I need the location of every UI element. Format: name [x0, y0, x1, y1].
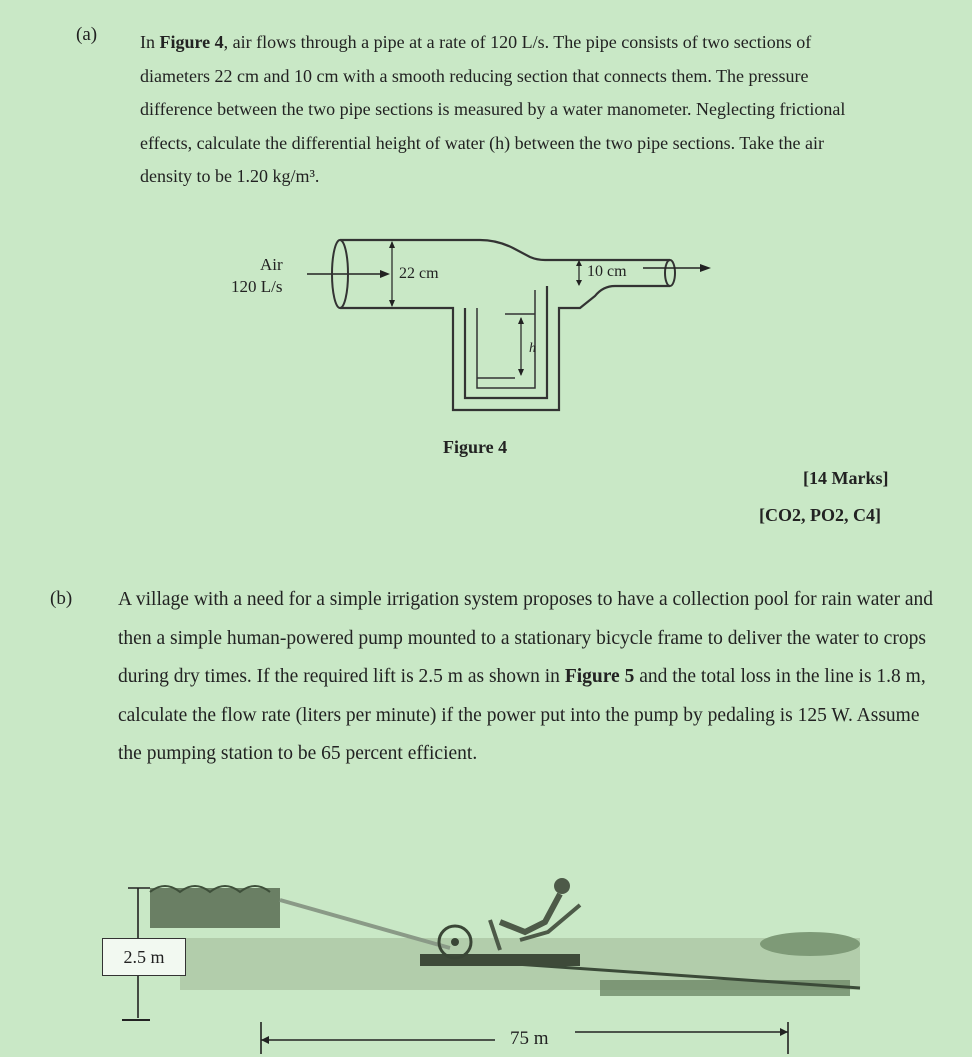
small-diameter-label: 10 cm — [587, 263, 627, 280]
h-arrow-up — [518, 317, 524, 324]
rider-body — [500, 894, 560, 932]
distance-label: 75 m — [510, 1028, 549, 1049]
outlet-cross-section — [665, 260, 675, 286]
figure-4-diagram — [225, 228, 725, 418]
part-b-label: (b) — [50, 588, 73, 609]
pedal-hub — [451, 938, 459, 946]
crop-plot — [150, 888, 280, 928]
outlet-arrowhead — [700, 264, 711, 272]
h-arrow-down — [518, 369, 524, 376]
part-b-text-2: and the total loss in the line is 1.8 m, calculate the flow rate (liters per minute) if the power put into the pump by pedaling is 125 W. Assume the pumping station to be 65 percent efficient. — [118, 666, 926, 764]
figure-4-caption: Figure 4 — [443, 437, 508, 457]
part-a-question — [140, 26, 880, 194]
large-diameter-arrow-up — [389, 241, 395, 248]
crop-bush — [760, 932, 860, 956]
h-label: h — [529, 341, 536, 356]
rider-head — [554, 878, 570, 894]
small-diameter-arrow-down — [576, 280, 582, 286]
pipe-bottom-wall — [340, 286, 670, 410]
air-label: Air — [260, 255, 283, 274]
pump-platform — [420, 954, 580, 966]
inlet-arrowhead — [380, 270, 390, 278]
marks-label: [14 Marks] — [803, 468, 889, 488]
water-channel — [600, 980, 850, 996]
figure-4-reference: Figure 4 — [159, 32, 224, 52]
pipe-top-wall — [340, 240, 670, 260]
lift-label-box — [102, 938, 186, 976]
flow-rate-label: 120 L/s — [231, 277, 283, 296]
large-diameter-arrow-down — [389, 300, 395, 307]
course-outcomes-label: [CO2, PO2, C4] — [759, 505, 881, 525]
manometer-inner-wall — [477, 290, 535, 388]
lift-label: 2.5 m — [123, 946, 165, 967]
distance-arrow-right — [780, 1028, 788, 1036]
part-a-text-2: , air flows through a pipe at a rate of 120 L/s. The pipe consists of two sections of diameters 22 cm and 10 cm with a smooth reducing section that connects them. The pressure difference between the two pipe sections is measured by a water manometer. Neglecting frictional effects, calculate the differential height of water (h) between the two pipe sections. Take the air density to be 1.20 kg/m³. — [140, 32, 846, 186]
part-a-text-1: In — [140, 32, 160, 52]
distance-arrow-left — [261, 1036, 269, 1044]
large-diameter-label: 22 cm — [399, 265, 439, 282]
part-a-label: (a) — [76, 24, 98, 45]
figure-5-reference: Figure 5 — [564, 666, 635, 687]
part-b-question — [118, 581, 938, 774]
part-b-text-1: A village with a need for a simple irrigation system proposes to have a collection pool for rain water and then a simple human-powered pump mounted to a stationary bicycle frame to deliver the water to crops during dry times. If the required lift is 2.5 m as shown in — [118, 589, 933, 687]
